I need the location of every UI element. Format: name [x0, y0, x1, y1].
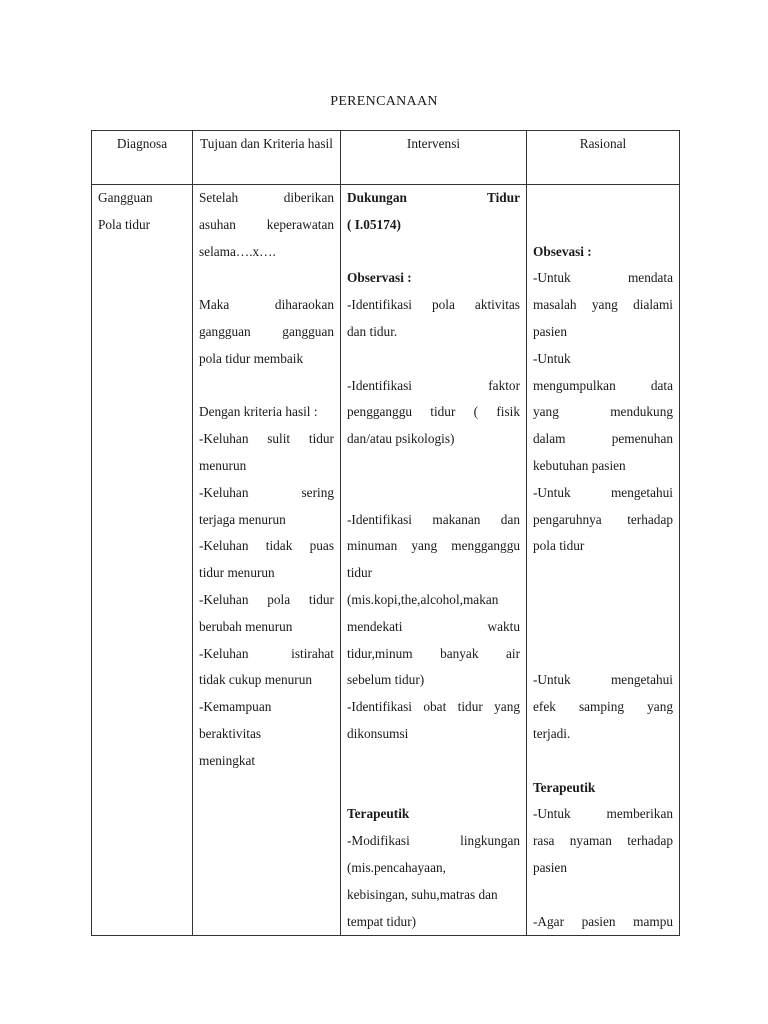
rasional-line: -Untuk memberikan [533, 806, 673, 822]
intervensi-line: kebisingan, suhu,matras dan [347, 886, 498, 902]
rasional-line: -Untuk mengetahui [533, 672, 673, 688]
rasional-line: efek samping yang [533, 699, 673, 715]
kriteria-item: -Keluhan sering [199, 484, 334, 500]
intervensi-code: ( I.05174) [347, 216, 401, 232]
header-intervensi: Intervensi [341, 131, 527, 185]
care-plan-table [91, 130, 680, 936]
kriteria-item: -Keluhan istirahat [199, 645, 334, 661]
rasional-line: kebutuhan pasien [533, 457, 626, 473]
intervensi-line: tidur [347, 565, 373, 581]
kriteria-item: berubah menurun [199, 618, 293, 634]
intervensi-cell [341, 185, 527, 936]
page-title: PERENCANAAN [330, 94, 438, 109]
kriteria-item: -Keluhan pola tidur [199, 591, 334, 607]
tujuan-line: gangguan gangguan [199, 323, 334, 339]
rasional-line: pasien [533, 859, 567, 875]
kriteria-item: tidak cukup menurun [199, 672, 312, 688]
rasional-cell [527, 185, 680, 936]
kriteria-item: tidur menurun [199, 565, 275, 581]
rasional-terapeutik-label: Terapeutik [533, 779, 596, 795]
intervensi-heading: Dukungan Tidur [347, 190, 520, 205]
header-row [92, 131, 680, 185]
rasional-line: pola tidur [533, 538, 585, 554]
rasional-line: -Untuk mendata [533, 270, 673, 286]
rasional-line: yang mendukung [533, 404, 673, 420]
intervensi-line: -Identifikasi obat tidur yang [347, 699, 520, 715]
tujuan-line: selama….x…. [199, 243, 276, 259]
intervensi-line: (mis.pencahayaan, [347, 859, 446, 875]
kriteria-item: meningkat [199, 752, 256, 768]
header-diagnosa: Diagnosa [92, 131, 193, 185]
kriteria-item: -Keluhan tidak puas [199, 538, 334, 554]
intervensi-line: mendekati waktu [347, 618, 520, 634]
rasional-line: masalah yang dialami [533, 297, 673, 313]
rasional-line: pasien [533, 323, 567, 339]
intervensi-line: -Modifikasi lingkungan [347, 833, 520, 849]
body-row [92, 185, 680, 936]
rasional-line: terjadi. [533, 725, 571, 741]
tujuan-line: asuhan keperawatan [199, 216, 334, 232]
intervensi-line: dikonsumsi [347, 725, 409, 741]
intervensi-line: tidur,minum banyak air [347, 645, 520, 661]
intervensi-line: (mis.kopi,the,alcohol,makan [347, 591, 499, 607]
rasional-line: -Untuk mengetahui [533, 484, 673, 500]
terapeutik-label: Terapeutik [347, 806, 410, 822]
intervensi-line: dan tidur. [347, 323, 398, 339]
tujuan-cell [193, 185, 341, 936]
kriteria-item: menurun [199, 457, 247, 473]
kriteria-label: Dengan kriteria hasil : [199, 404, 318, 420]
intervensi-line: dan/atau psikologis) [347, 431, 455, 447]
observasi-label: Observasi : [347, 270, 412, 286]
intervensi-line: tempat tidur) [347, 913, 417, 929]
header-rasional: Rasional [527, 131, 680, 185]
intervensi-line: sebelum tidur) [347, 672, 425, 688]
intervensi-line: -Identifikasi pola aktivitas [347, 297, 520, 313]
rasional-line: -Agar pasien mampu [533, 913, 673, 929]
tujuan-line: Maka diharaokan [199, 297, 334, 313]
kriteria-item: beraktivitas [199, 725, 262, 741]
diagnosa-line: Gangguan [98, 190, 153, 205]
kriteria-item: -Keluhan sulit tidur [199, 431, 334, 447]
tujuan-line: Setelah diberikan [199, 190, 334, 205]
diagnosa-line: Pola tidur [98, 216, 151, 232]
rasional-line: dalam pemenuhan [533, 431, 673, 447]
intervensi-line: pengganggu tidur ( fisik [347, 404, 520, 420]
intervensi-line: -Identifikasi makanan dan [347, 511, 520, 527]
tujuan-line: pola tidur membaik [199, 350, 304, 366]
rasional-observasi-label: Obsevasi : [533, 243, 592, 259]
intervensi-line: -Identifikasi faktor [347, 377, 520, 393]
kriteria-item: -Kemampuan [199, 699, 272, 715]
rasional-line: mengumpulkan data [533, 377, 673, 393]
header-tujuan: Tujuan dan Kriteria hasil [193, 131, 341, 185]
kriteria-item: terjaga menurun [199, 511, 286, 527]
rasional-line: -Untuk [533, 350, 571, 366]
diagnosa-cell [92, 185, 193, 936]
intervensi-line: minuman yang mengganggu [347, 538, 520, 554]
rasional-line: pengaruhnya terhadap [533, 511, 673, 527]
rasional-line: rasa nyaman terhadap [533, 833, 673, 849]
